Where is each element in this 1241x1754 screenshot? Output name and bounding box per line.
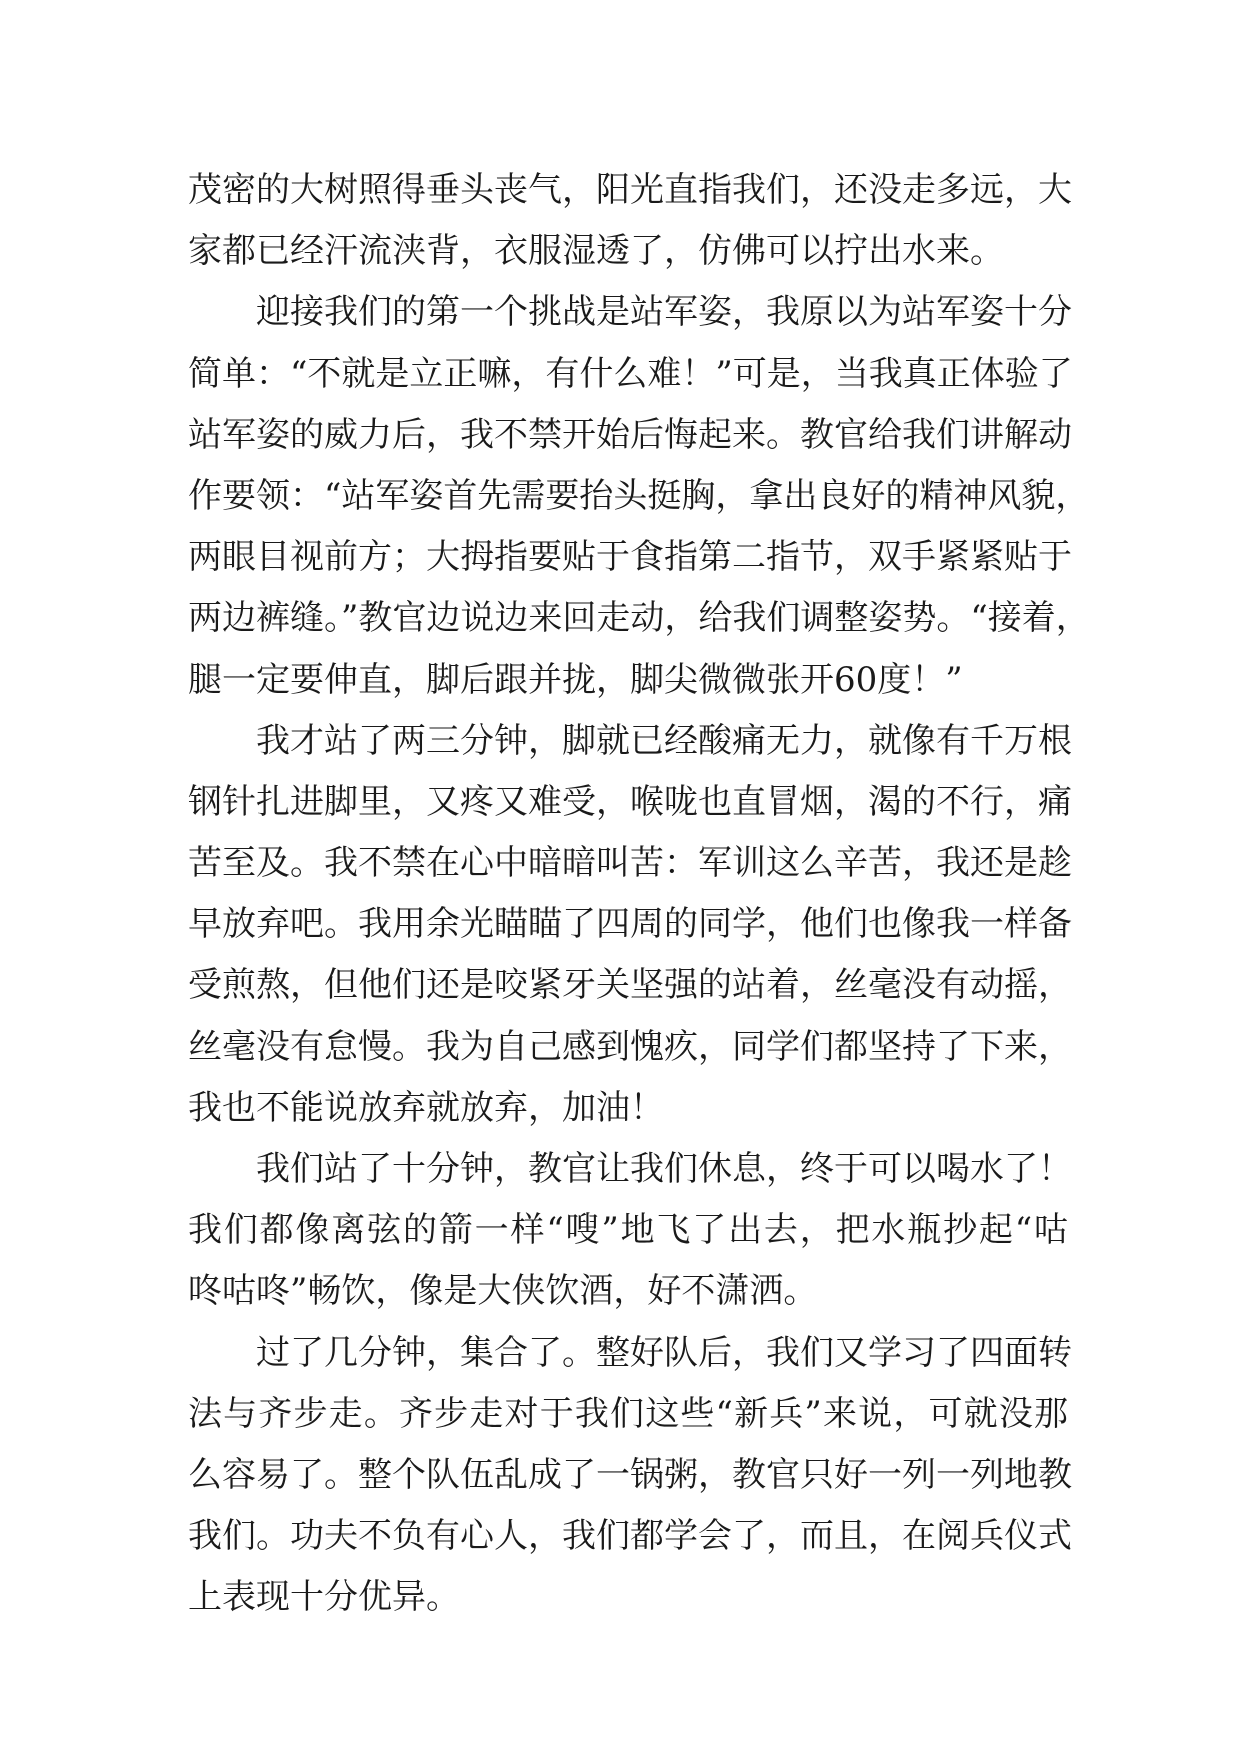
text-line: 作要领：“站军姿首先需要抬头挺胸，拿出良好的精神风貌， xyxy=(188,475,1090,516)
text-line: 我也不能说放弃就放弃，加油！ xyxy=(188,1087,664,1128)
text-line: 两眼目视前方；大拇指要贴于食指第二指节，双手紧紧贴于 xyxy=(188,537,1072,578)
text-line: 过了几分钟，集合了。整好队后，我们又学习了四面转 xyxy=(256,1332,1072,1373)
text-line: 丝毫没有怠慢。我为自己感到愧疚，同学们都坚持了下来， xyxy=(188,1026,1072,1067)
text-line: 站军姿的威力后，我不禁开始后悔起来。教官给我们讲解动 xyxy=(188,414,1072,455)
text-line: 我才站了两三分钟，脚就已经酸痛无力，就像有千万根 xyxy=(256,720,1072,761)
text-line: 我们站了十分钟，教官让我们休息，终于可以喝水了！ xyxy=(256,1149,1072,1189)
text-line: 家都已经汗流浃背，衣服湿透了，仿佛可以拧出水来。 xyxy=(188,231,1004,272)
text-line: 迎接我们的第一个挑战是站军姿，我原以为站军姿十分 xyxy=(256,292,1072,333)
body-text xyxy=(188,160,1090,1629)
text-line: 早放弃吧。我用余光瞄瞄了四周的同学，他们也像我一样备 xyxy=(188,904,1072,945)
text-line: 钢针扎进脚里，又疼又难受，喉咙也直冒烟，渴的不行，痛 xyxy=(188,781,1072,822)
text-line: 茂密的大树照得垂头丧气，阳光直指我们，还没走多远，大 xyxy=(188,170,1072,210)
text-line: 上表现十分优异。 xyxy=(188,1577,460,1618)
text-line: 简单：“不就是立正嘛，有什么难！”可是，当我真正体验了 xyxy=(188,353,1073,394)
text-line: 两边裤缝。”教官边说边来回走动，给我们调整姿势。“接着， xyxy=(188,598,1090,639)
text-line: 么容易了。整个队伍乱成了一锅粥，教官只好一列一列地教 xyxy=(188,1454,1072,1495)
text-line: 我们都像离弦的箭一样“嗖”地飞了出去，把水瓶抄起“咕 xyxy=(188,1210,1068,1251)
text-line: 咚咕咚”畅饮，像是大侠饮酒，好不潇洒。 xyxy=(188,1271,818,1312)
text-line: 我们。功夫不负有心人，我们都学会了，而且，在阅兵仪式 xyxy=(188,1516,1072,1557)
text-line: 法与齐步走。齐步走对于我们这些“新兵”来说，可就没那 xyxy=(188,1393,1068,1434)
text-line: 受煎熬，但他们还是咬紧牙关坚强的站着，丝毫没有动摇， xyxy=(188,965,1072,1006)
text-line: 苦至及。我不禁在心中暗暗叫苦：军训这么辛苦，我还是趁 xyxy=(188,843,1072,884)
text-line: 腿一定要伸直，脚后跟并拢，脚尖微微张开60度！” xyxy=(188,659,963,700)
